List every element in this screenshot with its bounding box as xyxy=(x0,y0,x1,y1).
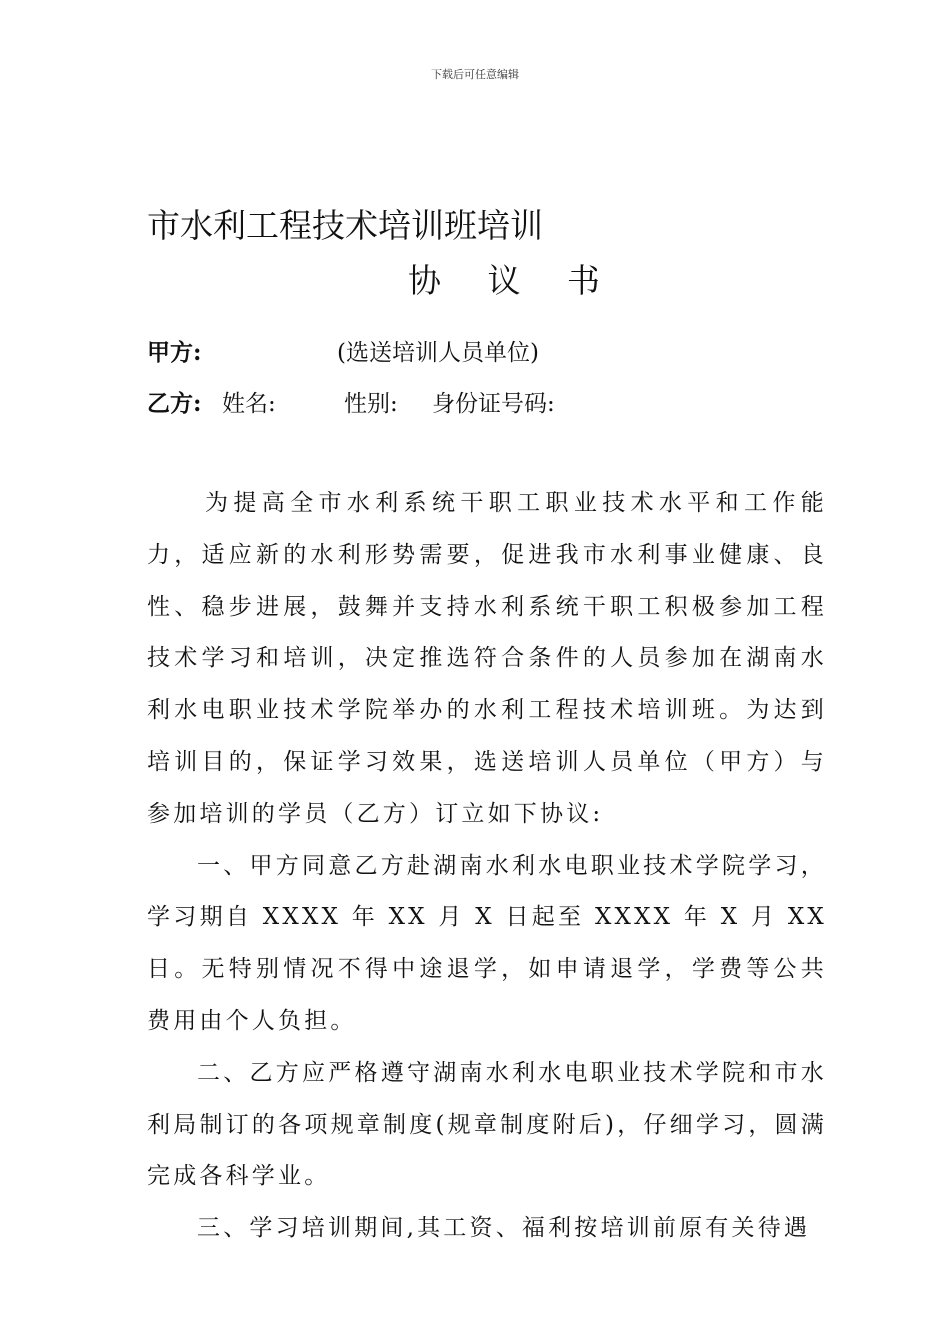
party-b-name-field: 姓名: xyxy=(222,391,276,417)
document-subtitle: 协 议 书 xyxy=(408,261,618,300)
intro-paragraph: 为提高全市水利系统干职工职业技术水平和工作能力，适应新的水利形势需要，促进我市水利事业健康、良性、稳步进展，鼓舞并支持水利系统干职工积极参加工程技术学习和培训，决定推选符合条件的人员参加在湖南水利水电职业技术学院举办的水利工程技术培训班。为达到培训目的，保证学习效果，选送培训人员单位（甲方）与参加培训的学员（乙方）订立如下协议: xyxy=(147,490,827,827)
party-a-row xyxy=(147,334,539,367)
party-b-gender-field: 性别: xyxy=(344,391,398,417)
document-title: 市水利工程技术培训班培训 xyxy=(147,206,543,245)
agreement-body xyxy=(147,478,827,1255)
party-b-id-field: 身份证号码: xyxy=(432,391,555,417)
clause-2-paragraph: 二、乙方应严格遵守湖南水利水电职业技术学院和市水利局制订的各项规章制度(规章制度附后)，仔细学习，圆满完成各科学业。 xyxy=(147,1059,827,1190)
clause-3-paragraph: 三、学习培训期间,其工资、福利按培训前原有关待遇 xyxy=(197,1215,811,1242)
party-b-row xyxy=(147,385,555,418)
party-a-note: (选送培训人员单位) xyxy=(337,340,539,366)
party-b-label: 乙方: xyxy=(147,390,202,417)
party-a-label: 甲方: xyxy=(147,339,202,366)
clause-1-paragraph: 一、甲方同意乙方赴湖南水利水电职业技术学院学习，学习期自 XXXX 年 XX 月 X 日起至 XXXX 年 X 月 XX 日。无特别情况不得中途退学，如申请退学，学费等公共费用由个人负担。 xyxy=(147,852,827,1034)
page-header-note: 下载后可任意编辑 xyxy=(431,68,519,81)
